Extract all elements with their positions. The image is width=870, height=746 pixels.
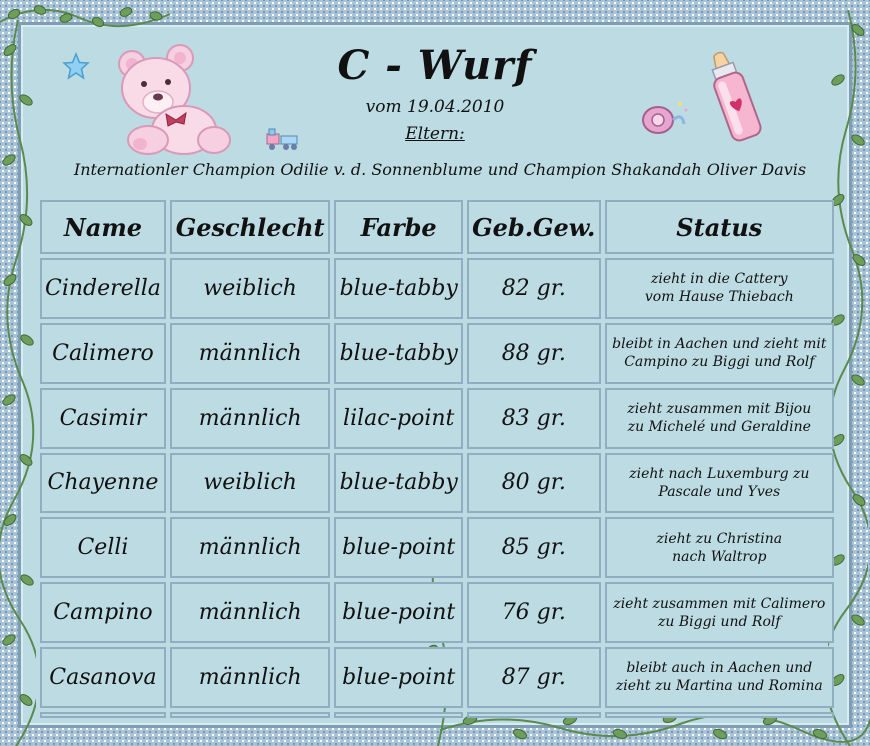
kitten-status bbox=[605, 388, 834, 449]
empty-cell bbox=[605, 712, 834, 718]
kitten-status bbox=[605, 517, 834, 578]
kitten-status bbox=[605, 453, 834, 514]
column-header-name: Name bbox=[40, 200, 166, 254]
status-line: bleibt auch in Aachen und bbox=[626, 660, 813, 677]
kitten-sex: weiblich bbox=[170, 258, 331, 319]
column-header-weight: Geb.Gew. bbox=[467, 200, 601, 254]
kitten-color: blue-tabby bbox=[334, 323, 462, 384]
kitten-weight: 82 gr. bbox=[467, 258, 601, 319]
empty-cell bbox=[40, 712, 166, 718]
baby-bottle-icon bbox=[700, 50, 770, 150]
vine-left-decoration bbox=[0, 20, 36, 746]
status-line: zieht zu Christina bbox=[656, 530, 783, 547]
status-line: zieht zusammen mit Calimero bbox=[613, 595, 826, 612]
status-line: Pascale und Yves bbox=[658, 483, 781, 500]
kitten-sex: männlich bbox=[170, 582, 331, 643]
kitten-sex: männlich bbox=[170, 323, 331, 384]
kitten-name: Celli bbox=[40, 517, 166, 578]
kitten-weight: 85 gr. bbox=[467, 517, 601, 578]
kitten-name: Cinderella bbox=[40, 258, 166, 319]
table-row-empty bbox=[40, 712, 834, 718]
table-header-row bbox=[40, 200, 834, 254]
status-line: zieht in die Cattery bbox=[651, 271, 788, 288]
kitten-weight: 88 gr. bbox=[467, 323, 601, 384]
empty-cell bbox=[334, 712, 462, 718]
status-line: vom Hause Thiebach bbox=[644, 289, 794, 306]
status-line: zieht zu Martina und Romina bbox=[615, 678, 823, 695]
kitten-color: blue-point bbox=[334, 582, 462, 643]
kitten-color: lilac-point bbox=[334, 388, 462, 449]
status-line: zu Biggi und Rolf bbox=[658, 613, 781, 630]
toy-train-icon bbox=[265, 128, 301, 152]
kitten-sex: männlich bbox=[170, 388, 331, 449]
kitten-sex: männlich bbox=[170, 517, 331, 578]
kitten-name: Campino bbox=[40, 582, 166, 643]
empty-cell bbox=[467, 712, 601, 718]
kitten-weight: 87 gr. bbox=[467, 647, 601, 708]
kitten-weight: 83 gr. bbox=[467, 388, 601, 449]
table-row bbox=[40, 323, 834, 384]
status-line: zieht nach Luxemburg zu bbox=[629, 465, 810, 482]
table-row bbox=[40, 453, 834, 514]
kitten-status bbox=[605, 323, 834, 384]
kitten-color: blue-point bbox=[334, 517, 462, 578]
status-line: bleibt in Aachen und zieht mit bbox=[612, 336, 827, 353]
parents-text: Internationler Champion Odilie v. d. Sonnenblume und Champion Shakandah Oliver Davis bbox=[73, 160, 807, 179]
kitten-weight: 76 gr. bbox=[467, 582, 601, 643]
column-header-sex: Geschlecht bbox=[170, 200, 331, 254]
kitten-sex: weiblich bbox=[170, 453, 331, 514]
status-line: nach Waltrop bbox=[672, 548, 767, 565]
kitten-sex: männlich bbox=[170, 647, 331, 708]
kitten-name: Chayenne bbox=[40, 453, 166, 514]
status-line: zieht zusammen mit Bijou bbox=[627, 401, 812, 418]
kitten-name: Casanova bbox=[40, 647, 166, 708]
table-row bbox=[40, 647, 834, 708]
kitten-status bbox=[605, 647, 834, 708]
litter-table bbox=[36, 196, 838, 722]
status-line: zu Michelé und Geraldine bbox=[627, 419, 811, 436]
kitten-name: Calimero bbox=[40, 323, 166, 384]
star-icon bbox=[62, 52, 90, 80]
kitten-weight: 80 gr. bbox=[467, 453, 601, 514]
parents-label: Eltern: bbox=[405, 124, 465, 144]
kitten-status bbox=[605, 582, 834, 643]
table-row bbox=[40, 388, 834, 449]
birth-date: vom 19.04.2010 bbox=[365, 97, 505, 117]
pacifier-icon bbox=[640, 96, 690, 142]
page-title: C - Wurf bbox=[337, 42, 533, 89]
column-header-status: Status bbox=[605, 200, 834, 254]
table-row bbox=[40, 258, 834, 319]
teddy-bear-icon bbox=[110, 40, 235, 160]
kitten-color: blue-tabby bbox=[334, 258, 462, 319]
kitten-name: Casimir bbox=[40, 388, 166, 449]
empty-cell bbox=[170, 712, 331, 718]
table-row bbox=[40, 582, 834, 643]
status-line: Campino zu Biggi und Rolf bbox=[624, 354, 815, 371]
table-row bbox=[40, 517, 834, 578]
column-header-color: Farbe bbox=[334, 200, 462, 254]
kitten-color: blue-tabby bbox=[334, 453, 462, 514]
kitten-color: blue-point bbox=[334, 647, 462, 708]
kitten-status bbox=[605, 258, 834, 319]
